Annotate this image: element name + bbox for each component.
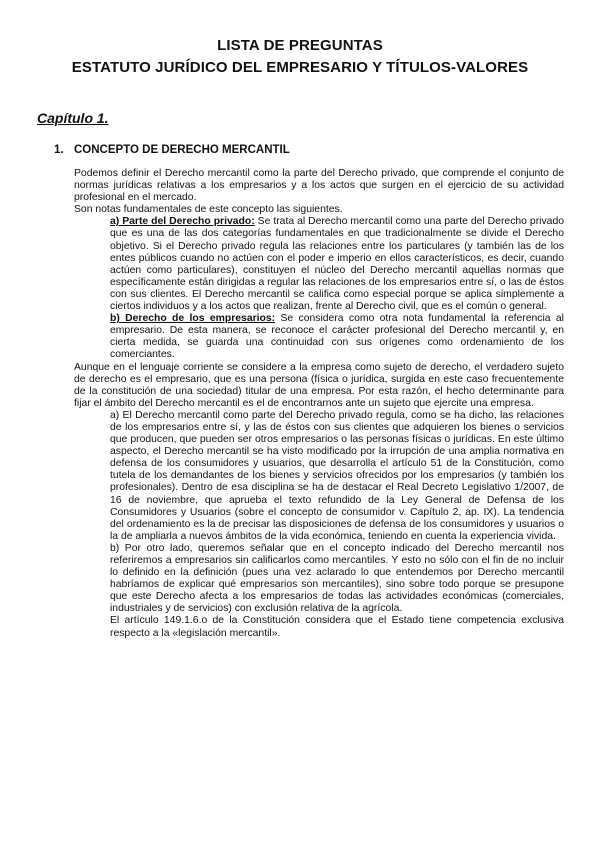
chapter-heading: Capítulo 1.: [37, 110, 109, 126]
note-a: [110, 216, 564, 313]
paragraph-a-private-law: a) El Derecho mercantil como parte del Derecho privado regula, como se ha dicho, las relaciones de los empresarios entre sí, y las de éstos con sus clientes que adquieren los bienes o servicios que producen, que pueden ser otros empresarios o las personas físicas o jurídicas. En este último aspecto, el Derecho mercantil se ha visto modificado por la irrupción de una amplia normativa en defensa de los consumidores y usuarios, que desarrolla el artículo 51 de la Constitución, como tutela de los demandantes de los bienes y servicios ofrecidos por los empresarios (y también los profesionales). Dentro de esa disciplina se ha de destacar el Real Decreto Legislativo 1/2007, de 16 de noviembre, que aprueba el texto refundido de la Ley General de Defensa de los Consumidores y Usuarios (sobre el concepto de consumidor v. Capítulo 2, ap. IX). La tendencia del ordenamiento es la de precisar las disposiciones de defensa de los consumidores y usuarios o la de ampliarla a nuevos ámbitos de la vida económica, teniendo en cuenta la experiencia vivida.: [110, 409, 564, 542]
note-a-heading: a) Parte del Derecho privado:: [110, 216, 255, 228]
document-title-line-2: ESTATUTO JURÍDICO DEL EMPRESARIO Y TÍTULOS-VALORES: [71, 59, 529, 76]
note-b-text: Se considera como otra nota fundamental la referencia al empresario. De esta manera, se reconoce el carácter profesional del Derecho mercantil y, en cierta medida, se guarda una continuidad con sus orígenes como ordenamiento de los comerciantes.: [110, 313, 564, 361]
note-a-text: Se trata al Derecho mercantil como una parte del Derecho privado que es una de las dos categorías fundamentales en que tradicionalmente se divide el Derecho objetivo. Si el Derecho privado regula las relaciones entre los particulares (y también las de los entes públicos cuando no actúen con el poder e imperio en ellos característicos, es decir, cuando actúen como particulares), constituyen el núcleo del Derecho mercantil aquellas normas que específicamente están dirigidas a regular las relaciones de los empresarios entre sí, o las de éstos con sus clientes. El Derecho mercantil se califica como especial porque se aplica simplemente a ciertos individuos y a los actos que realizan, frente al Derecho civil, que es el común o general.: [110, 216, 564, 313]
paragraph-constitution: El artículo 149.1.6.o de la Constitución considera que el Estado tiene competencia exclusiva respecto a la «legislación mercantil».: [110, 615, 564, 639]
paragraph-notes-intro: Son notas fundamentales de este concepto las siguientes.: [74, 204, 343, 216]
section-title: CONCEPTO DE DERECHO MERCANTIL: [74, 144, 290, 156]
section-heading: [54, 144, 290, 156]
paragraph-subject: Aunque en el lenguaje corriente se considere a la empresa como sujeto de derecho, el verdadero sujeto de derecho es el empresario, que es una persona (física o jurídica, surgida en este caso frecuentemente de la constitución de una sociedad) titular de una empresa. Por esta razón, el hecho determinante para fijar el ámbito del Derecho mercantil es el de encontrarnos ante un sujeto que ejercite una empresa.: [74, 361, 564, 409]
note-b-heading: b) Derecho de los empresarios:: [110, 313, 276, 325]
paragraph-definition: Podemos definir el Derecho mercantil como la parte del Derecho privado, que comprende el conjunto de normas jurídicas relativas a los empresarios y a los actos que surgen en el ejercicio de su actividad profesional en el mercado.: [74, 168, 564, 204]
section-number: 1.: [54, 144, 64, 156]
paragraph-b-entrepreneurs: b) Por otro lado, queremos señalar que en el concepto indicado del Derecho mercantil nos referiremos a empresarios sin calificarlos como mercantiles. Y esto no sólo con el fin de no incluir lo definido en la definición (pues una vez aclarado lo que entendemos por Derecho mercantil habríamos de explicar qué empresarios son mercantiles), sino sobre todo porque se presupone que este Derecho afecta a los empresarios de todas las actividades económicas (comerciales, industriales y de servicios) con exclusión relativa de la agrícola.: [110, 542, 564, 615]
note-b: [110, 313, 564, 361]
document-title-line-1: LISTA DE PREGUNTAS: [217, 37, 383, 54]
document-body: [74, 168, 564, 640]
